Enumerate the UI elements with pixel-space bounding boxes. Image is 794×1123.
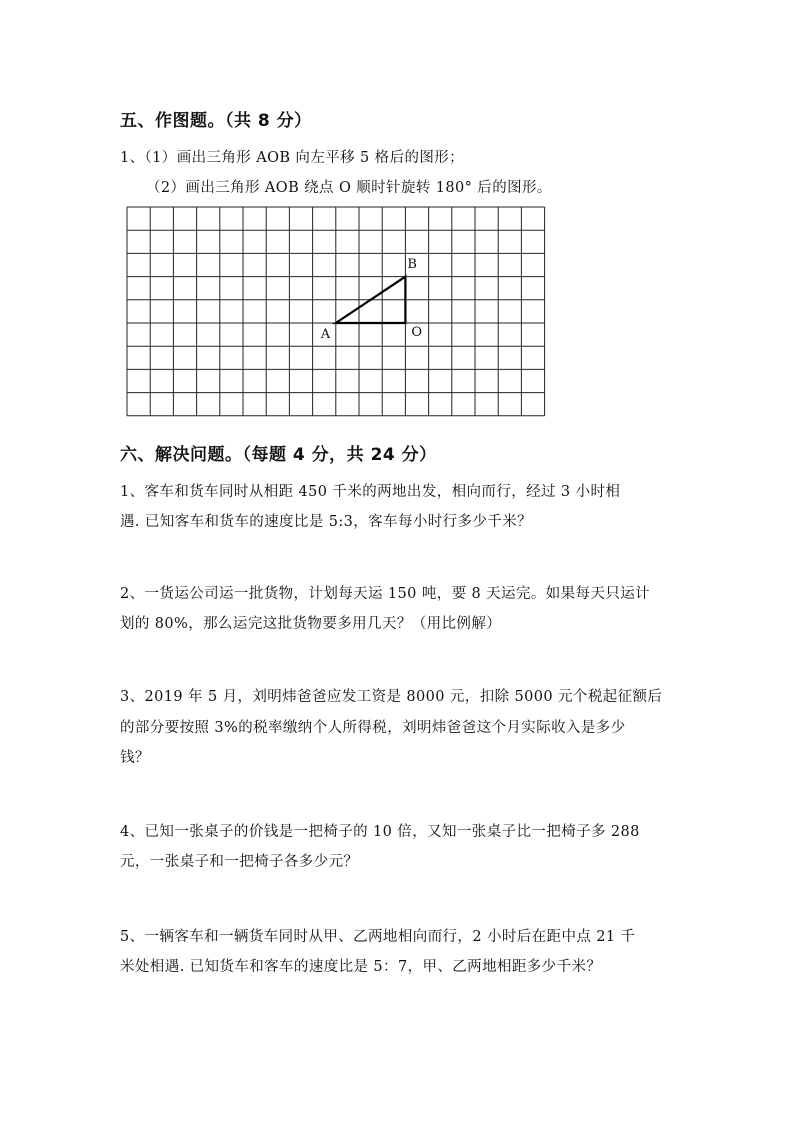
question-6-5-line1: 5、一辆客车和一辆货车同时从甲、乙两地相向而行，2 小时后在距中点 21 千 [120,929,636,945]
question-6-3-line2: 的部分要按照 3%的税率缴纳个人所得税，刘明炜爸爸这个月实际收入是多少 [120,720,626,736]
point-o-label: O [411,325,423,340]
section-6-title: 六、解决问题。（每题 4 分，共 24 分） [120,445,437,465]
point-b-label: B [407,256,417,272]
question-5-1-part2: （2）画出三角形 AOB 绕点 O 顺时针旋转 180° 后的图形。 [146,180,552,196]
section-5-title: 五、作图题。（共 8 分） [120,111,312,131]
question-6-3-line3: 钱？ [120,750,150,766]
question-6-4-line2: 元，一张桌子和一把椅子各多少元？ [120,854,359,870]
question-6-4-line1: 4、已知一张桌子的价钱是一把椅子的 10 倍，又知一张桌子比一把椅子多 288 [120,824,640,840]
grid-lines [127,207,545,416]
question-6-2-line2: 划的 80%，那么运完这批货物要多用几天？（用比例解） [120,616,502,632]
question-6-1-line2: 遇. 已知客车和货车的速度比是 5:3，客车每小时行多少千米？ [120,514,533,530]
question-5-1-part1: 1、（1）画出三角形 AOB 向左平移 5 格后的图形； [120,150,465,166]
point-a-label: A [320,327,331,342]
question-6-1-line1: 1、客车和货车同时从相距 450 千米的两地出发，相向而行，经过 3 小时相 [120,484,621,500]
question-6-5-line2: 米处相遇. 已知货车和客车的速度比是 5：7，甲、乙两地相距多少千米？ [120,959,602,975]
question-6-3-line1: 3、2019 年 5 月，刘明炜爸爸应发工资是 8000 元，扣除 5000 元个税起征额后 [120,689,663,705]
grid-figure [126,206,548,420]
question-6-2-line1: 2、一货运公司运一批货物，计划每天运 150 吨，要 8 天运完。如果每天只运计 [120,586,651,602]
